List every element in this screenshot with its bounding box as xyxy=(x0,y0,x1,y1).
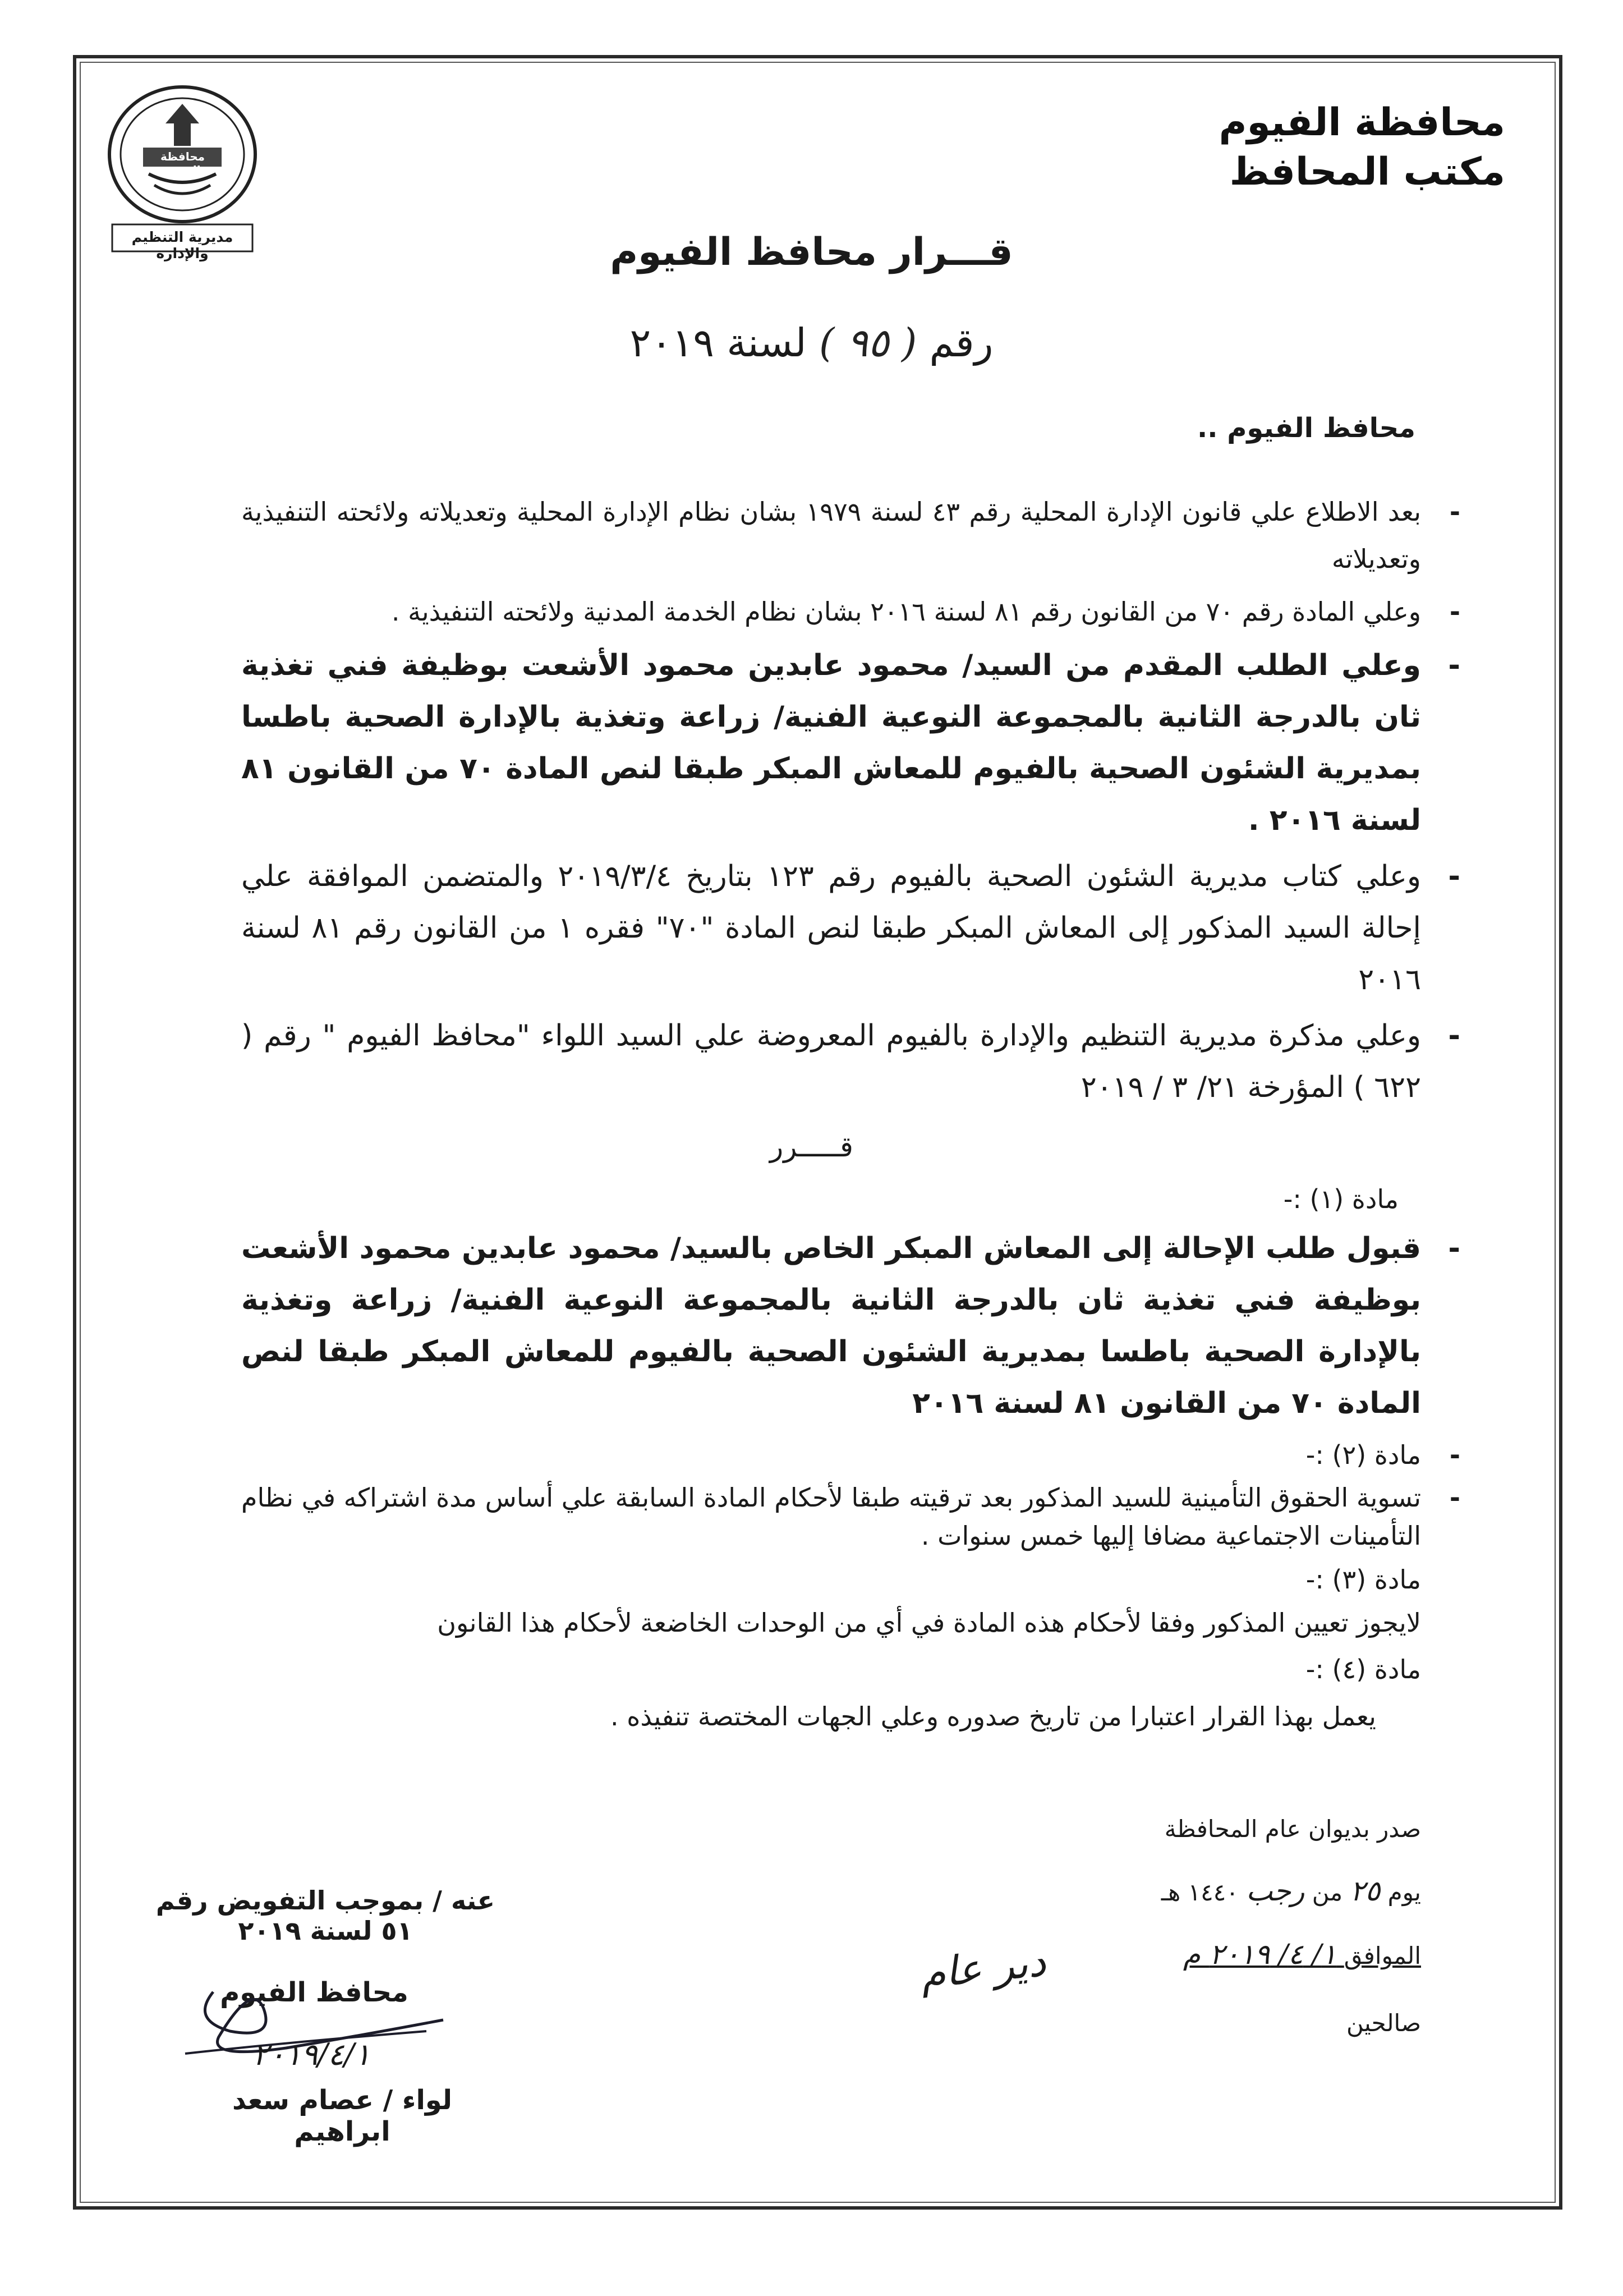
bullet-dash: - xyxy=(1449,497,1460,527)
number-prefix: رقم xyxy=(929,320,994,366)
article-3-title: مادة (٣) :- xyxy=(1305,1564,1421,1595)
preamble-item xyxy=(241,1010,1460,1113)
decree-title: قـــرار محافظ الفيوم xyxy=(610,230,1013,274)
official-seal xyxy=(101,81,264,261)
article-4-title: مادة (٤) :- xyxy=(1305,1654,1421,1684)
gregorian-prefix: الموافق xyxy=(1344,1942,1421,1969)
article-2-title: مادة (٢) :- xyxy=(1305,1440,1421,1470)
clerk-label: صالحين xyxy=(1346,2009,1421,2037)
decree-year: لسنة ٢٠١٩ xyxy=(629,320,807,366)
preamble-text: وعلي كتاب مديرية الشئون الصحية بالفيوم رقم ١٢٣ بتاريخ ٢٠١٩/٣/٤ والمتضمن الموافقة علي إحالة السيد المذكور إلى المعاش المبكر طبقا لنص المادة "٧٠" فقره ١ من القانون رقم ٨١ لسنة ٢٠١٦ xyxy=(241,860,1422,997)
article-2-item xyxy=(241,1431,1460,1478)
bullet-dash: - xyxy=(1448,649,1460,682)
bullet-dash: - xyxy=(1449,1440,1460,1470)
bullet-dash: - xyxy=(1449,1482,1460,1513)
bullet-dash: - xyxy=(1448,860,1460,893)
signature-date: ٢٠١٩/٤/١ xyxy=(252,2037,371,2072)
hijri-year: ١٤٤٠ هـ xyxy=(1161,1879,1239,1906)
hijri-prefix: يوم xyxy=(1387,1879,1421,1906)
decree-number-line xyxy=(0,320,1623,366)
clerk-handwriting: دير عام xyxy=(918,1937,1048,1998)
preamble-item xyxy=(241,488,1460,582)
hijri-month: رجب xyxy=(1246,1875,1305,1907)
issued-at: صدر بديوان عام المحافظة xyxy=(1164,1815,1421,1843)
hijri-mid: من xyxy=(1312,1879,1343,1906)
bullet-dash: - xyxy=(1449,596,1460,627)
preamble-section xyxy=(241,488,1460,1113)
signatory-name: لواء / عصام سعد ابراهيم xyxy=(232,2084,453,2147)
decree-number: ( ٩٥ ) xyxy=(819,320,917,366)
article-1-item xyxy=(241,1223,1460,1429)
gregorian-date-line xyxy=(1161,1935,1421,1976)
preamble-text: وعلي الطلب المقدم من السيد/ محمود عابدين محمود الأشعت بوظيفة فني تغذية ثان بالدرجة الثانية بالمجموعة النوعية الفنية/ زراعة وتغذية بالإدارة الصحية باطسا بمديرية الشئون الصحية بالفيوم للمعاش المبكر طبقا لنص المادة ٧٠ من القانون ٨١ لسنة ٢٠١٦ . xyxy=(241,649,1421,837)
signature-title: محافظ الفيوم xyxy=(220,1977,408,2008)
signature-block xyxy=(151,1885,499,2147)
preamble-item xyxy=(241,640,1460,846)
letterhead xyxy=(1219,98,1505,197)
hijri-day: ٢٥ xyxy=(1350,1875,1381,1907)
preamble-text: وعلي مذكرة مديرية التنظيم والإدارة بالفيوم المعروضة علي السيد اللواء "محافظ الفيوم " رقم ( ٦٢٢ ) المؤرخة ٢١/ ٣ / ٢٠١٩ xyxy=(241,1019,1421,1104)
decree-word: قـــــرر xyxy=(770,1131,853,1163)
preamble-item xyxy=(241,588,1460,635)
issuance-block xyxy=(1161,1810,1421,2043)
preamble-text: بعد الاطلاع علي قانون الإدارة المحلية رقم ٤٣ لسنة ١٩٧٩ بشان نظام الإدارة المحلية وتعديلاته ولائحته التنفيذية وتعديلاته xyxy=(241,497,1421,574)
bullet-dash: - xyxy=(1448,1019,1460,1053)
articles-section xyxy=(241,1175,1460,1740)
seal-inner-text: محافظة الفيوم xyxy=(160,150,205,177)
article-3-text: لايجوز تعيين المذكور وفقا لأحكام هذه المادة في أي من الوحدات الخاضعة لأحكام هذا القانون xyxy=(437,1608,1421,1638)
governorate-name: محافظة الفيوم xyxy=(1219,100,1505,145)
bullet-dash: - xyxy=(1448,1232,1460,1265)
gregorian-date: ١/ ٤/ ٢٠١٩ م xyxy=(1183,1938,1337,1971)
article-1-text: قبول طلب الإحالة إلى المعاش المبكر الخاص بالسيد/ محمود عابدين محمود الأشعت بوظيفة فني تغذية ثان بالدرجة الثانية بالمجموعة النوعية الفنية/ زراعة وتغذية بالإدارة الصحية باطسا بمديرية الشئون الصحية بالفيوم للمعاش المبكر طبقا لنص المادة ٧٠ من القانون ٨١ لسنة ٢٠١٦ xyxy=(241,1232,1421,1420)
article-4-text: يعمل بهذا القرار اعتبارا من تاريخ صدوره وعلي الجهات المختصة تنفيذه . xyxy=(610,1701,1376,1732)
office-name: مكتب المحافظ xyxy=(1229,150,1505,194)
preamble-item xyxy=(241,851,1460,1005)
governor-heading: محافظ الفيوم .. xyxy=(1197,412,1415,444)
article-2-body xyxy=(241,1478,1460,1555)
article-1-title: مادة (١) :- xyxy=(1283,1184,1399,1214)
seal-department-text: مديرية التنظيم والإدارة xyxy=(131,229,233,261)
hijri-date-line xyxy=(1161,1871,1421,1912)
delegation-text: عنه / بموجب التفويض رقم ٥١ لسنة ٢٠١٩ xyxy=(155,1885,495,1946)
article-2-text: تسوية الحقوق التأمينية للسيد المذكور بعد ترقيته طبقا لأحكام المادة السابقة علي أساس مدة اشتراكه في نظام التأمينات الاجتماعية مضافا إليها خمس سنوات . xyxy=(241,1482,1421,1551)
preamble-text: وعلي المادة رقم ٧٠ من القانون رقم ٨١ لسنة ٢٠١٦ بشان نظام الخدمة المدنية ولائحته التنفيذية . xyxy=(391,596,1421,627)
